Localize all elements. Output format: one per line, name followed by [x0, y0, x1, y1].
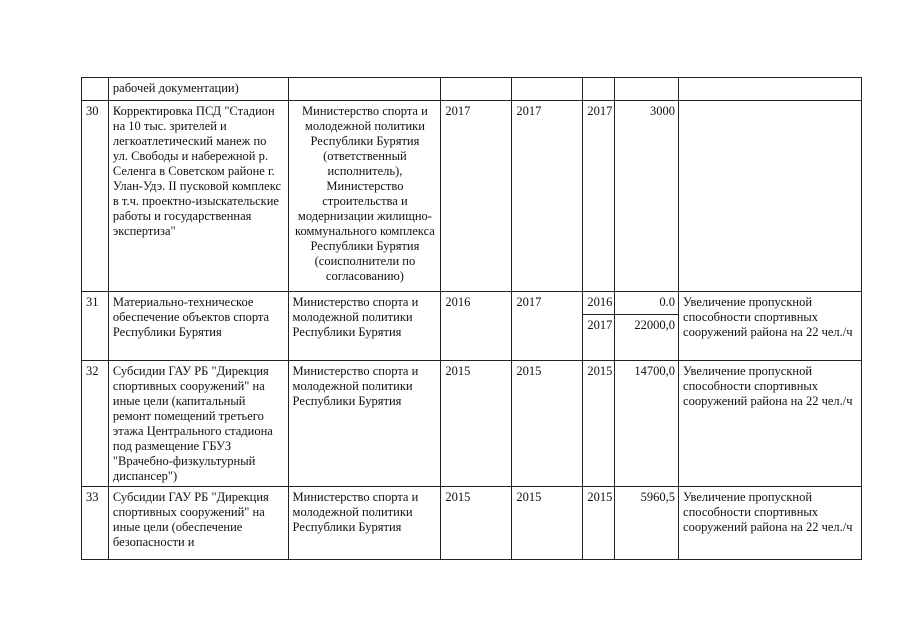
end-year-cell: 2017 — [512, 101, 583, 292]
executor-cell — [288, 78, 441, 101]
amount-cell — [614, 78, 679, 101]
end-year-cell: 2015 — [512, 487, 583, 560]
result-cell: Увеличение пропускной способности спортивных сооружений района на 22 чел./ч — [679, 361, 862, 487]
result-cell: Увеличение пропускной способности спортивных сооружений района на 22 чел./ч — [679, 487, 862, 560]
executor-cell: Министерство спорта и молодежной политики Республики Бурятия — [288, 292, 441, 361]
result-cell — [679, 78, 862, 101]
amount-cell: 3000 — [614, 101, 679, 292]
start-year-cell — [441, 78, 512, 101]
result-cell: Увеличение пропускной способности спортивных сооружений района на 22 чел./ч — [679, 292, 862, 361]
start-year-cell: 2016 — [441, 292, 512, 361]
start-year-cell: 2017 — [441, 101, 512, 292]
table-row — [82, 292, 862, 315]
row-number-cell: 33 — [82, 487, 109, 560]
executor-cell: Министерство спорта и молодежной политики Республики Бурятия — [288, 487, 441, 560]
activity-name-cell: Материально-техническое обеспечение объектов спорта Республики Бурятия — [108, 292, 288, 361]
funding-year-cell: 2015 — [583, 361, 614, 487]
amount-cell: 0.0 — [614, 292, 679, 315]
funding-year-cell — [583, 78, 614, 101]
activity-name-cell: рабочей документации) — [108, 78, 288, 101]
activity-name-cell: Субсидии ГАУ РБ "Дирекция спортивных сооружений" на иные цели (обеспечение безопасности и — [108, 487, 288, 560]
funding-year-cell: 2016 — [583, 292, 614, 315]
end-year-cell: 2017 — [512, 292, 583, 361]
row-number-cell: 32 — [82, 361, 109, 487]
row-number-cell: 31 — [82, 292, 109, 361]
table-row — [82, 101, 862, 292]
program-table — [81, 77, 862, 560]
end-year-cell: 2015 — [512, 361, 583, 487]
result-cell — [679, 101, 862, 292]
amount-cell: 5960,5 — [614, 487, 679, 560]
amount-cell: 14700,0 — [614, 361, 679, 487]
start-year-cell: 2015 — [441, 487, 512, 560]
start-year-cell: 2015 — [441, 361, 512, 487]
activity-name-cell: Субсидии ГАУ РБ "Дирекция спортивных сооружений" на иные цели (капитальный ремонт помещений третьего этажа Центрального стадиона под размещение ГБУЗ "Врачебно-физкультурный диспансер") — [108, 361, 288, 487]
executor-cell: Министерство спорта и молодежной политики Республики Бурятия (ответственный исполнитель), Министерство строительства и модернизации жилищно-коммунального комплекса Республики Бурятия (соисполнители по согласованию) — [288, 101, 441, 292]
funding-year-cell: 2017 — [583, 315, 614, 361]
end-year-cell — [512, 78, 583, 101]
row-number-cell: 30 — [82, 101, 109, 292]
amount-cell: 22000,0 — [614, 315, 679, 361]
activity-name-cell: Корректировка ПСД "Стадион на 10 тыс. зрителей и легкоатлетический манеж по ул. Свободы и набережной р. Селенга в Советском районе г. Улан-Удэ. II пусковой комплекс в т.ч. проектно-изыскательские работы и государственная экспертиза" — [108, 101, 288, 292]
row-number-cell — [82, 78, 109, 101]
table-row — [82, 78, 862, 101]
executor-cell: Министерство спорта и молодежной политики Республики Бурятия — [288, 361, 441, 487]
funding-year-cell: 2017 — [583, 101, 614, 292]
funding-year-cell: 2015 — [583, 487, 614, 560]
table-row — [82, 361, 862, 487]
table-row — [82, 487, 862, 560]
